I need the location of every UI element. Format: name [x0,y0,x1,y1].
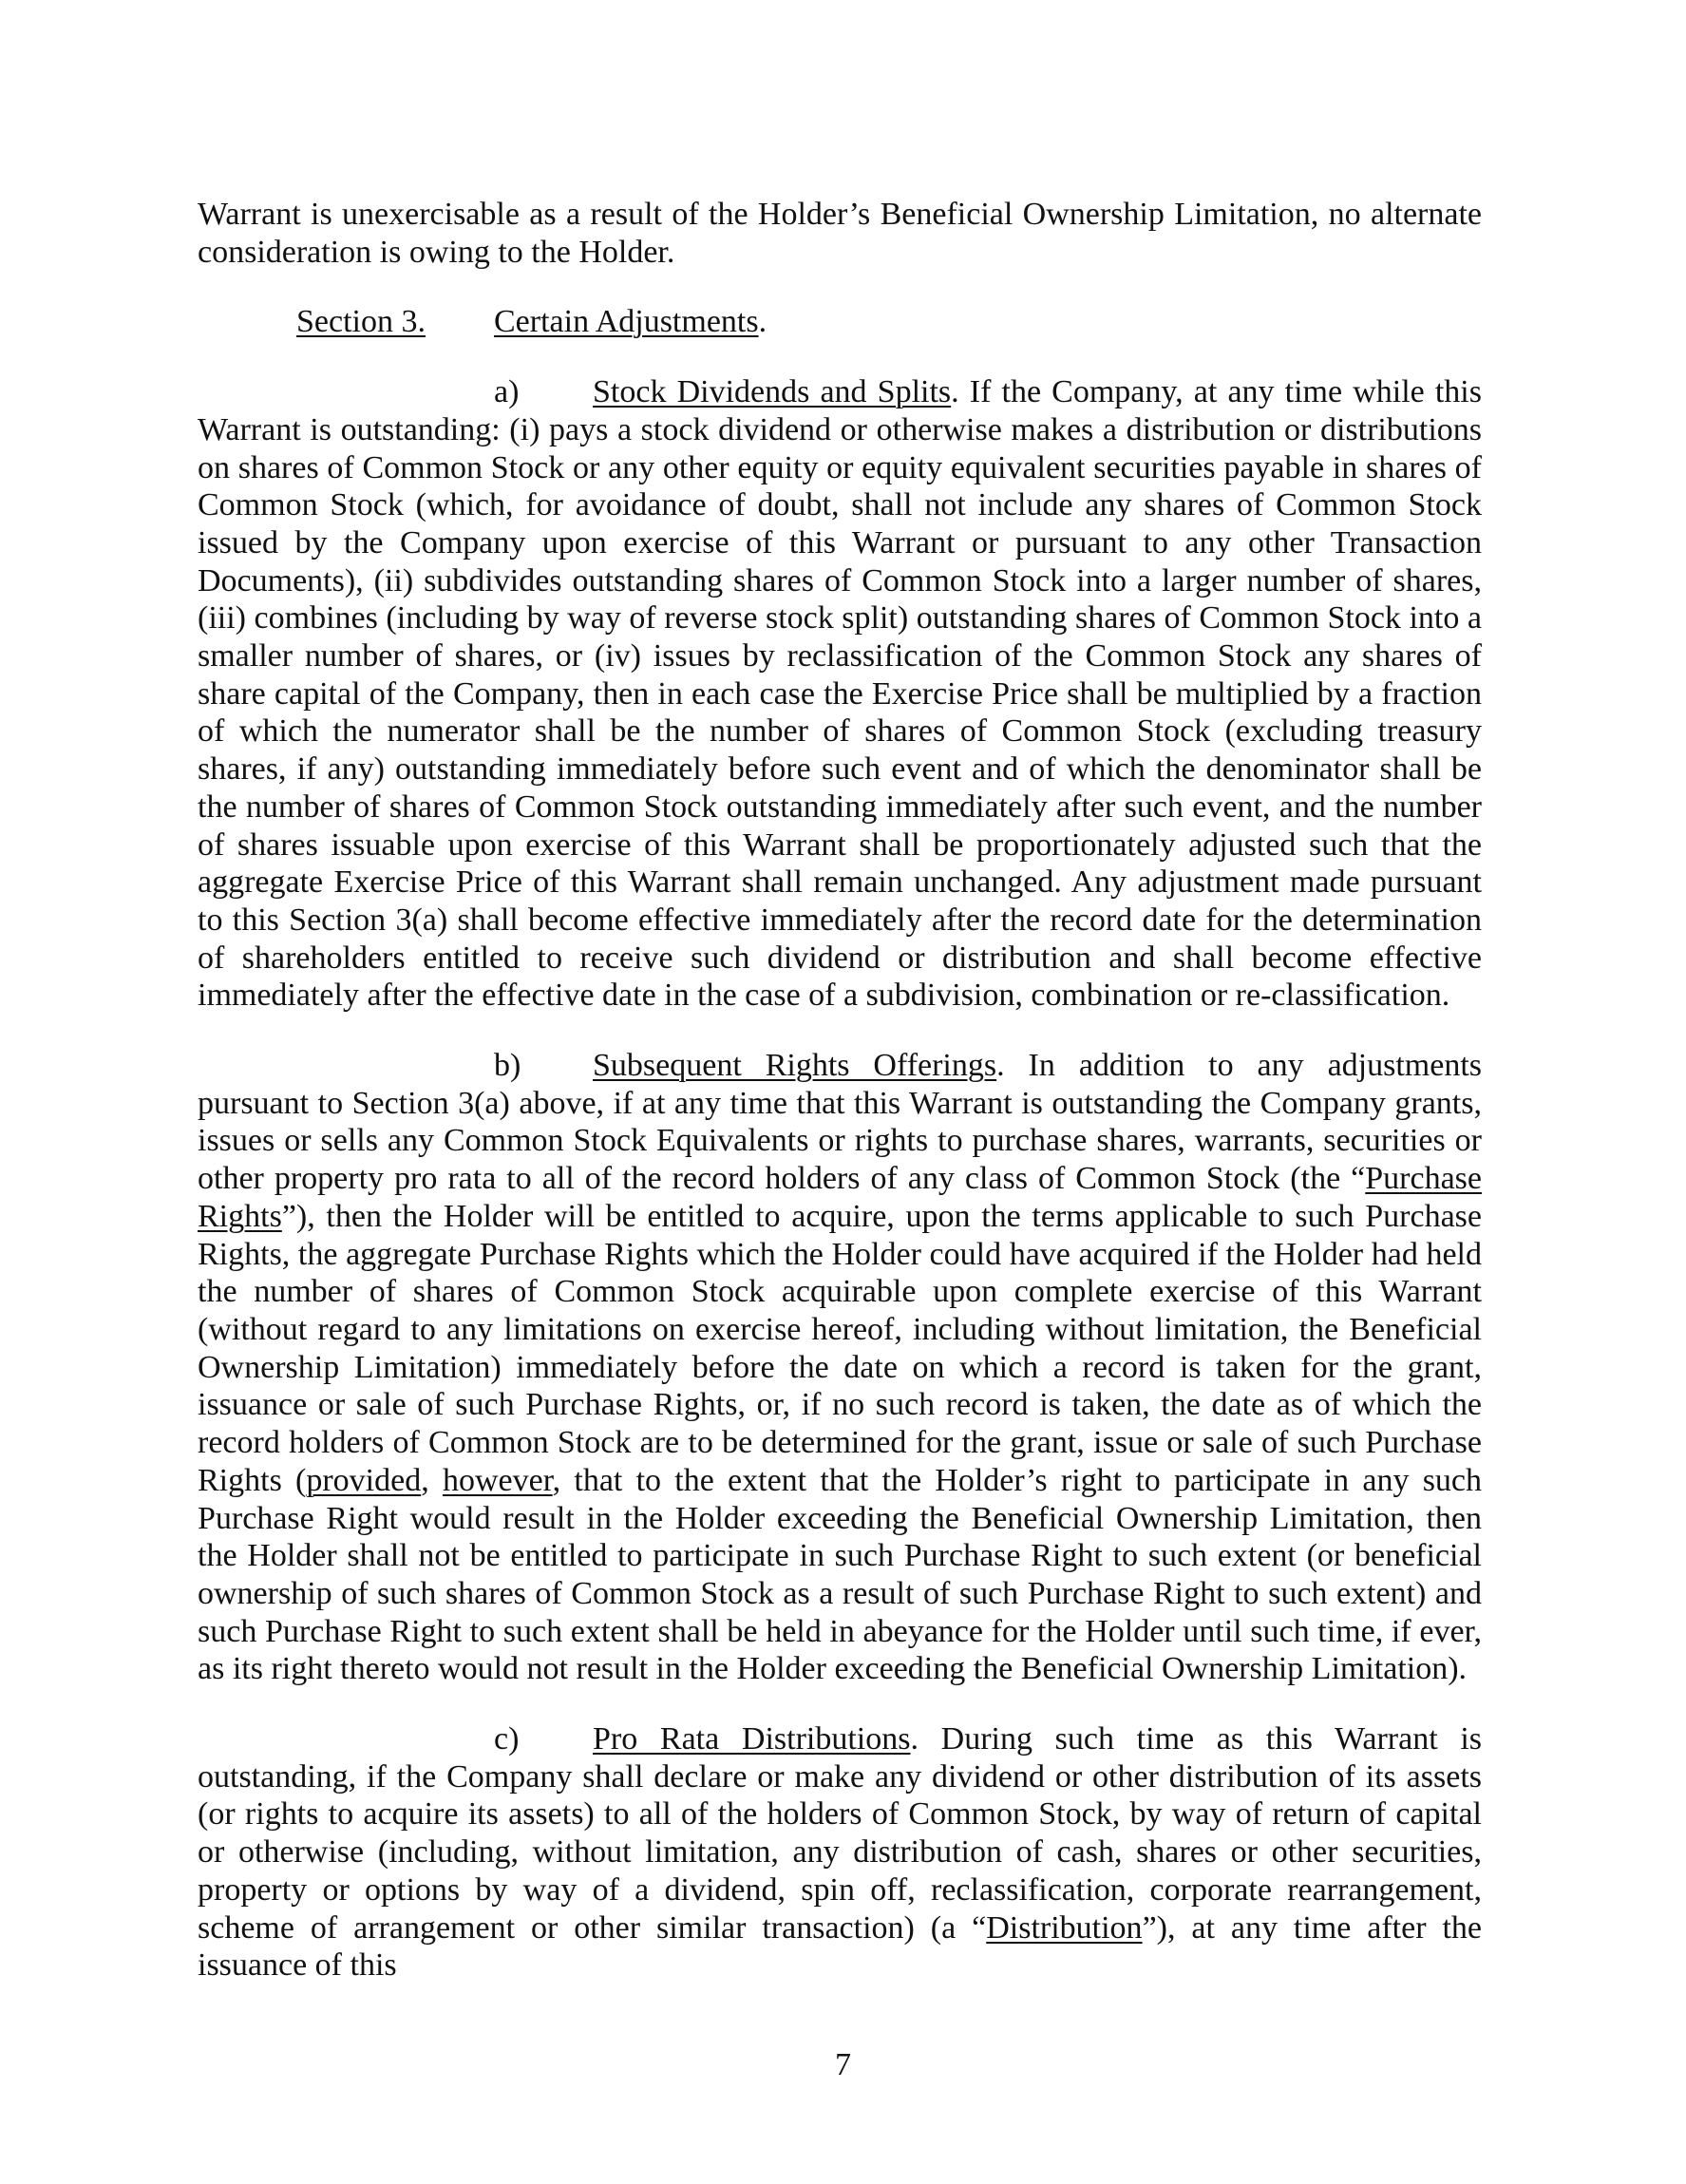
subsection-b-heading: Subsequent Rights Offerings [593,1048,997,1084]
subsection-b-however: however [442,1462,553,1498]
page-number: 7 [835,2047,851,2082]
subsection-a-heading: Stock Dividends and Splits [593,374,952,410]
section-heading [198,303,1482,341]
section-number [296,303,494,341]
subsection-b-body-3: , that to the extent that the Holder’s right to participate in any such Purchase Right would result in the Holder exceeding the Beneficial Ownership Limitation, then the Holder shall not be entitled to participate in such Purchase Right to such extent (or beneficial ownership of such shares of Common Stock as a result of such Purchase Right to such extent) and such Purchase Right to such extent shall be held in abeyance for the Holder until such time, if ever, as its right thereto would not result in the Holder exceeding the Beneficial Ownership Limitation). [198,1462,1483,1687]
subsection-c-heading: Pro Rata Distributions [593,1721,911,1757]
subsection-a [198,373,1482,1015]
subsection-b-body-2: ”), then the Holder will be entitled to acquire, upon the terms applicable to such Purchase Rights, the aggregate Purchase Rights which the Holder could have acquired if the Holder had held the number of shares of Common Stock acquirable upon complete exercise of this Warrant (without regard to any limitations on exercise hereof, including without limitation, the Beneficial Ownership Limitation) immediately before the date on which a record is taken for the grant, issuance or sale of such Purchase Rights, or, if no such record is taken, the date as of which the record holders of Common Stock are to be determined for the grant, issue or sale of such Purchase Rights ( [198,1198,1482,1498]
section-title-suffix: . [758,304,767,340]
subsection-b-defined-term: Purchase Rights [198,1161,1482,1234]
subsection-b [198,1047,1482,1688]
subsection-a-body: . If the Company, at any time while this Warrant is outstanding: (i) pays a stock dividend or otherwise makes a distribution or distributions on shares of Common Stock or any other equity or equity equivalent securities payable in shares of Common Stock (which, for avoidance of doubt, shall not include any shares of Common Stock issued by the Company upon exercise of this Warrant or pursuant to any other Transaction Documents), (ii) subdivides outstanding shares of Common Stock into a larger number of shares, (iii) combines (including by way of reverse stock split) outstanding shares of Common Stock into a smaller number of shares, or (iv) issues by reclassification of the Common Stock any shares of share capital of the Company, then in each case the Exercise Price shall be multiplied by a fraction of which the numerator shall be the number of shares of Common Stock (excluding treasury shares, if any) outstanding immediately before such event and of which the denominator shall be the number of shares of Common Stock outstanding immediately after such event, and the number of shares issuable upon exercise of this Warrant shall be proportionately adjusted such that the aggregate Exercise Price of this Warrant shall remain unchanged. Any adjustment made pursuant to this Section 3(a) shall become effective immediately after the record date for the determination of shareholders entitled to receive such dividend or distribution and shall become effective immediately after the effective date in the case of a subdivision, combination or re-classification. [198,374,1482,1014]
subsection-c-body-1: . During such time as this Warrant is outstanding, if the Company shall declare or make any dividend or other distribution of its assets (or rights to acquire its assets) to all of the holders of Common Stock, by way of return of capital or otherwise (including, without limitation, any distribution of cash, shares or other securities, property or options by way of a dividend, spin off, reclassification, corporate rearrangement, scheme of arrangement or other similar transaction) (a “ [198,1721,1482,1946]
subsection-b-comma: , [421,1462,443,1498]
subsection-b-letter: b) [494,1048,521,1084]
document-body [198,196,1482,1985]
subsection-b-provided: provided [306,1462,422,1498]
section-title: Certain Adjustments [494,304,759,340]
subsection-b-body-1: . In addition to any adjustments pursuant to Section 3(a) above, if at any time that this Warrant is outstanding the Company grants, issues or sells any Common Stock Equivalents or rights to purchase shares, warrants, securities or other property pro rata to all of the record holders of any class of Common Stock (the “ [198,1048,1483,1197]
continuation-paragraph: Warrant is unexercisable as a result of the Holder’s Beneficial Ownership Limitation, no alternate consideration is owing to the Holder. [198,197,1482,270]
subsection-a-letter: a) [494,374,520,410]
subsection-c-defined-term: Distribution [986,1909,1143,1946]
subsection-c-body-2: ”), at any time after the issuance of this [198,1909,1482,1984]
subsection-c-letter: c) [494,1721,520,1757]
subsection-c [198,1720,1482,1985]
section-number-text: Section 3. [296,304,426,340]
